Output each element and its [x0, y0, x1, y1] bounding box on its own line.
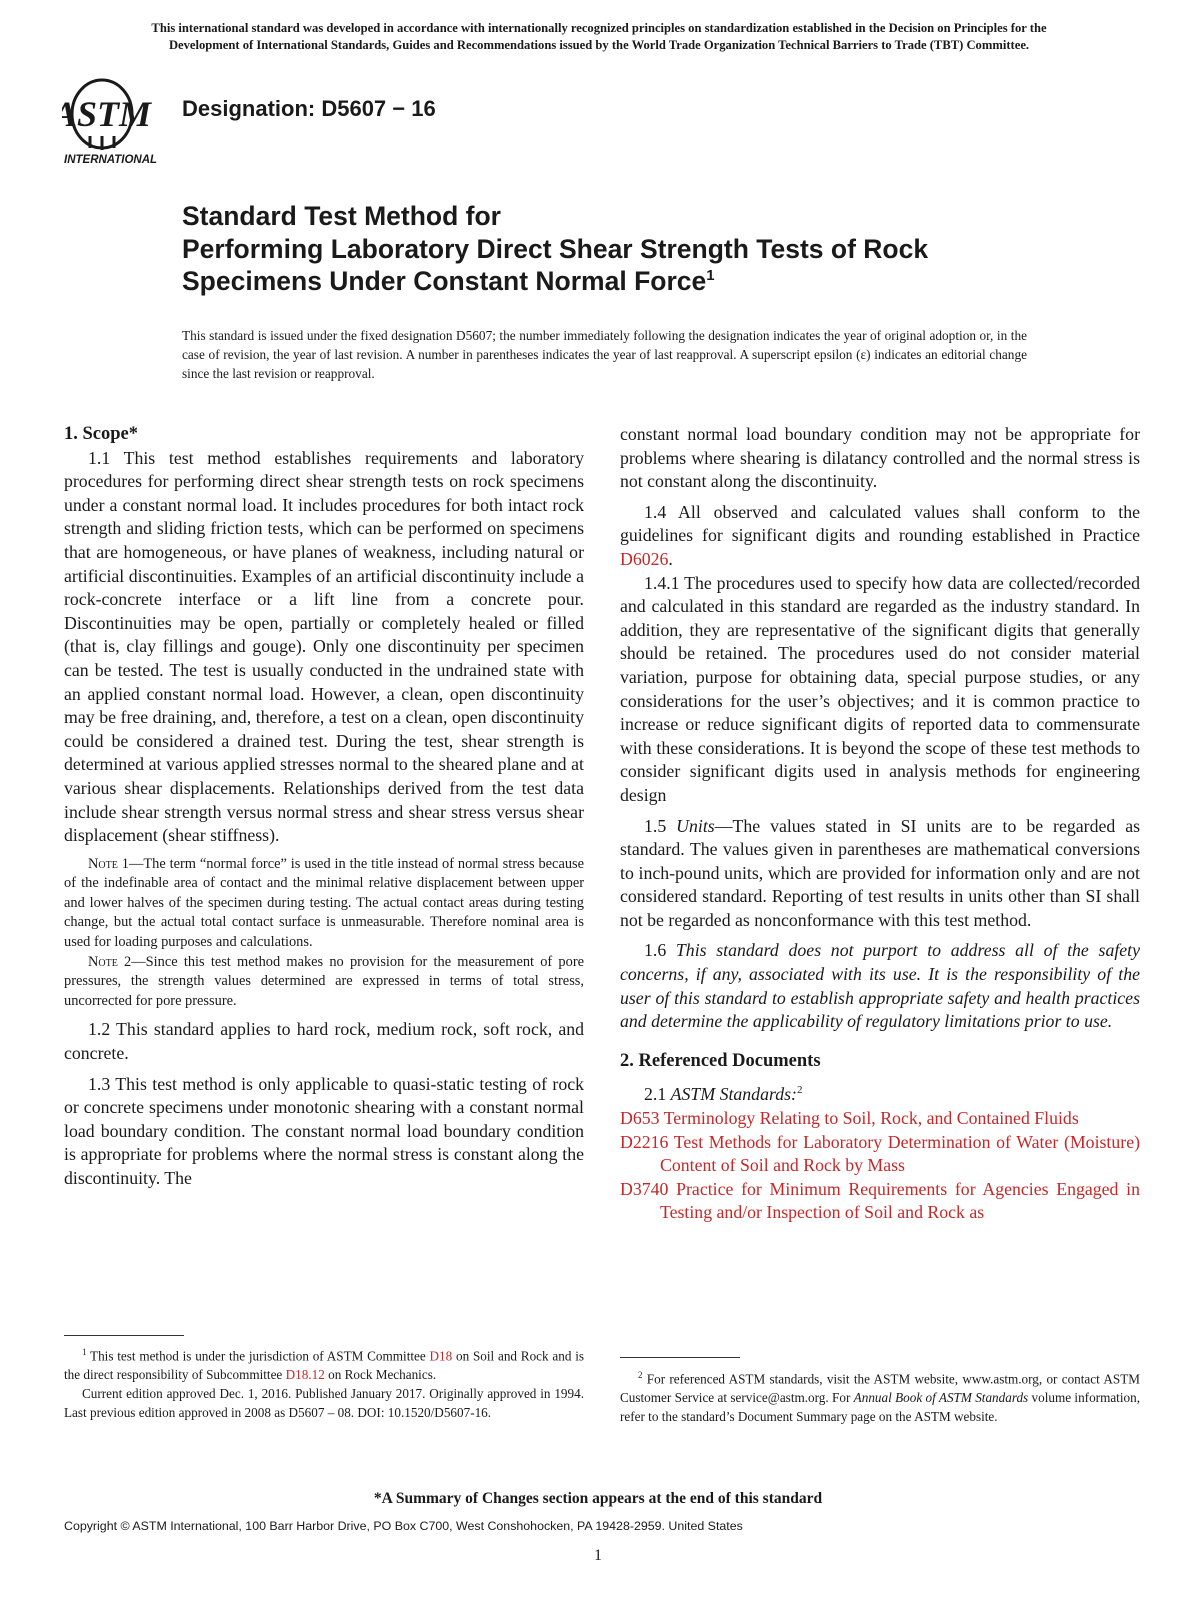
ref-code-link[interactable]: D653 [620, 1107, 660, 1128]
section-1-1: 1.1 This test method establishes requirements and laboratory procedures for performing direct shear strength tests on rock specimens under a constant normal load. It includes procedures for both intact rock strength and sliding friction tests, which can be performed on specimens that are homogeneous, or have planes of weakness, including natural or artificial discontinuities. Examples of an artificial discontinuity include a rock-concrete interface or a lift line from a concrete pour. Discontinuities may be open, partially or completely healed or filled (that is, clay fillings and gouge). Only one discontinuity per specimen can be tested. The test is usually conducted in the undrained state with an applied constant normal load. However, a clean, open discontinuity may be free draining, and, therefore, a test on a clean, open discontinuity could be considered a drained test. During the test, shear strength is determined at various applied stresses normal to the sheared plane and at various shear displacements. Relationships derived from the test data include shear strength versus normal stress and shear stress versus shear displacement (shear stiffness). [64, 447, 584, 846]
section-1-4-1: 1.4.1 The procedures used to specify how data are collected/recorded and calculated in this standard are regarded as the industry standard. In addition, they are representative of the significant digits that generally should be retained. The procedures used do not consider material variation, purpose for obtaining data, special purpose studies, or any considerations for the user’s objectives; and it is common practice to increase or reduce significant digits of reported data to commensurate with these considerations. It is beyond the scope of these test methods to consider significant digits used in analysis methods for engineering design [620, 572, 1140, 805]
section-1-4: 1.4 All observed and calculated values shall conform to the guidelines for significant digits and rounding established in Practice D6026. [620, 501, 1140, 569]
copyright: Copyright © ASTM International, 100 Barr Harbor Drive, PO Box C700, West Conshohocken, PA 19428-2959. United States [64, 1519, 743, 1533]
ref-title-link[interactable]: Test Methods for Laboratory Determination of Water (Moisture) Content of Soil and Rock by Mass [660, 1131, 1141, 1176]
ref-title-link[interactable]: Practice for Minimum Requirements for Agencies Engaged in Testing and/or Inspection of Soil and Rock as [660, 1178, 1140, 1223]
section-1-5: 1.5 Units—The values stated in SI units are to be regarded as standard. The values given in parentheses are mathematical conversions to inch-pound units, which are provided for information only and are not considered standard. Reporting of test results in units other than SI shall not be regarded as nonconformance with this test method. [620, 815, 1141, 930]
link-d18[interactable]: D18 [429, 1348, 453, 1364]
title-footnote-mark[interactable]: 1 [706, 267, 715, 285]
section-2-1: 2.1 ASTM Standards:$^2$ [644, 1084, 803, 1105]
ref-code-link[interactable]: D2216 [620, 1131, 669, 1152]
ref-title-link[interactable]: Terminology Relating to Soil, Rock, and Contained Fluids [663, 1107, 1079, 1128]
section-1-3-continued: constant normal load boundary condition may not be appropriate for problems where shearing is dilatancy controlled and the normal stress is not constant along the discontinuity. [620, 424, 1140, 492]
title-line3: Specimens Under Constant Normal Force$^1$ [182, 266, 715, 296]
ref-d3740 [620, 1178, 1140, 1225]
scope-heading: 1. Scope* [64, 424, 138, 444]
right-column [620, 423, 1140, 1225]
page-number: 1 [594, 1547, 602, 1564]
wto-notice [60, 20, 1138, 54]
section-1-3: 1.3 This test method is only applicable to quasi-static testing of rock or concrete specimens under monotonic shearing with a constant normal load boundary condition. The constant normal load boundary condition is appropriate for problems where the normal stress is constant along the discontinuity. The [64, 1073, 584, 1188]
footnote-1: $^1$ This test method is under the jurisdiction of ASTM Committee D18 on Soil and Rock and is the direct responsibility of Subcommittee D18.12 on Rock Mechanics. Current edition approved Dec. 1, 2016. Published January 2017. Originally approved in 1994. Last previous edition approved in 2008 as D5607 – 08. DOI: 10.1520/D5607-16. [64, 1347, 584, 1421]
note-1: Note 1—The term “normal force” is used in the title instead of normal stress because of the indefinable area of contact and the minimal relative displacement between upper and lower halves of the specimen during testing. The actual contact areas during testing change, but the actual total contact surface is unmeasurable. Therefore nominal area is used for loading purposes and calculations. [64, 855, 585, 951]
referenced-documents-heading: 2. Referenced Documents [620, 1050, 821, 1071]
document-title [182, 200, 1122, 298]
link-d18-12[interactable]: D18.12 [285, 1367, 325, 1383]
astm-logo-icon [62, 76, 174, 166]
section-1-6: 1.6 This standard does not purport to address all of the safety concerns, if any, associated with its use. It is the responsibility of the user of this standard to establish appropriate safety and health practices and determine the applicability of regulatory limitations prior to use. [620, 940, 1140, 1032]
logo-caption: INTERNATIONAL [64, 154, 158, 166]
title-line2: Performing Laboratory Direct Shear Strength Tests of Rock [182, 233, 929, 264]
designation: Designation: D5607 − 16 [182, 96, 436, 121]
wto-notice-line2: Development of International Standards, Guides and Recommendations issued by the World Trade Organization Technical Barriers to Trade (TBT) Committee. [168, 38, 1030, 52]
footnote-2: $^2$ For referenced ASTM standards, visit the ASTM website, www.astm.org, or contact ASTM Customer Service at service@astm.org. For Annual Book of ASTM Standards volume information, refer to the standard’s Document Summary page on the ASTM website. [620, 1370, 1140, 1425]
footnote-rule-right [620, 1357, 740, 1358]
link-d6026[interactable]: D6026 [620, 548, 669, 569]
logo-letters: ASTM [62, 94, 152, 134]
summary-of-changes-note: *A Summary of Changes section appears at the end of this standard [373, 1490, 823, 1507]
ref-d2216 [620, 1131, 1140, 1178]
section-1-2: 1.2 This standard applies to hard rock, medium rock, soft rock, and concrete. [64, 1019, 584, 1064]
left-column [64, 423, 584, 1191]
footnote-rule-left [64, 1335, 184, 1336]
wto-notice-line1: This international standard was developed in accordance with internationally recognized principles on standardization established in the Decision on Principles for the [151, 21, 1047, 35]
title-line1: Standard Test Method for [182, 201, 501, 231]
astm-logo [62, 76, 174, 166]
note-2: Note 2—Since this test method makes no provision for the measurement of pore pressures, the strength values determined are expressed in terms of total stress, uncorrected for pore pressure. [64, 953, 584, 1009]
ref-d653 [620, 1107, 1140, 1131]
issued-note: This standard is issued under the fixed designation D5607; the number immediately following the designation indicates the year of original adoption or, in the case of revision, the year of last revision. A number in parentheses indicates the year of last reapproval. A superscript epsilon (ε) indicates an editorial change since the last revision or reapproval. [182, 328, 1027, 381]
ref-code-link[interactable]: D3740 [620, 1178, 669, 1199]
